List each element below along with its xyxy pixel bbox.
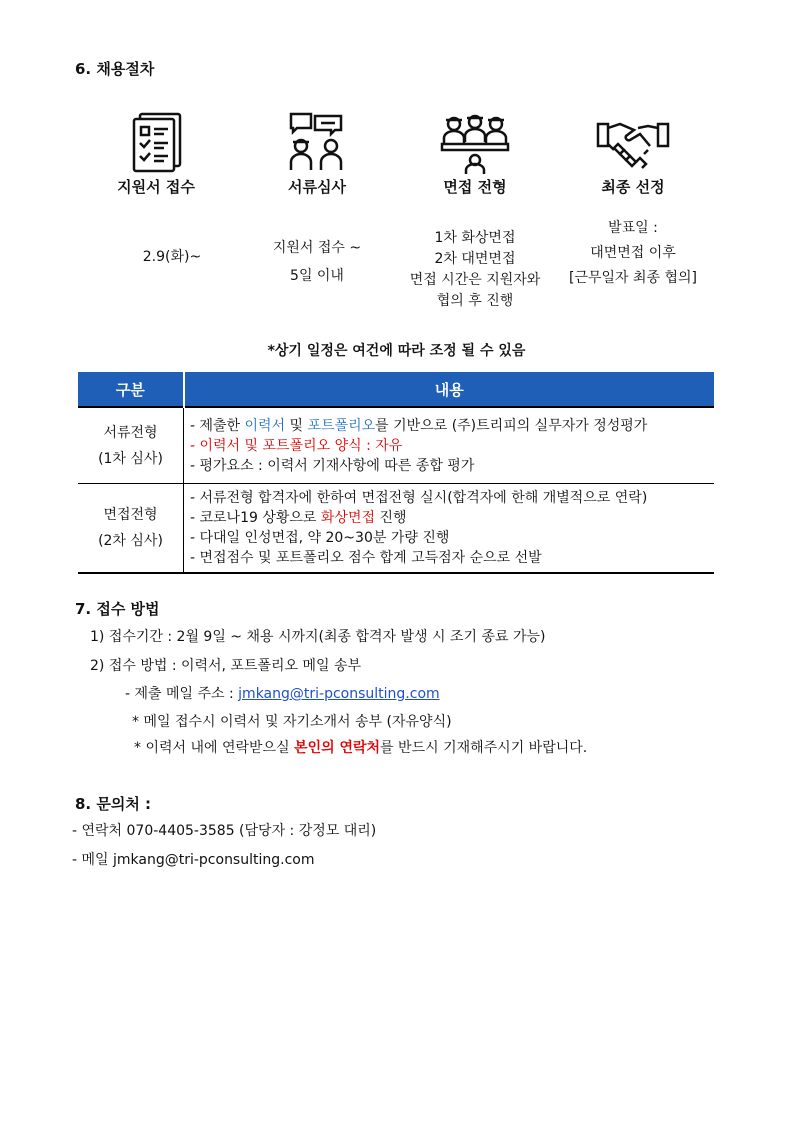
step-desc: 발표일 : 대면면접 이후 [근무일자 최종 협의] — [568, 220, 698, 286]
application-form-icon — [124, 110, 188, 174]
email-link[interactable]: jmkang@tri-pconsulting.com — [238, 686, 440, 702]
table-row — [78, 484, 714, 574]
note-documents: * 메일 접수시 이력서 및 자기소개서 송부 (자유양식) — [132, 714, 452, 730]
submission-email: - 제출 메일 주소 : jmkang@tri-pconsulting.com — [125, 686, 440, 702]
step-document-review — [242, 110, 392, 197]
note-contact: * 이력서 내에 연락받으실 본인의 연락처를 반드시 기재해주시기 바랍니다. — [134, 740, 588, 756]
step-title: 최종 선정 — [601, 178, 665, 196]
interview-panel-icon — [438, 110, 512, 174]
step-application — [81, 110, 231, 197]
application-period: 1) 접수기간 : 2월 9일 ~ 채용 시까지(최종 합격자 발생 시 조기 종료 가능) — [90, 629, 546, 645]
row-content: - 서류전형 합격자에 한하여 면접전형 실시(합격자에 한해 개별적으로 연락) - 코로나19 상황으로 화상면접 진행 - 다대일 인성면접, 약 20~30분 가량 진행 - 면접점수 및 포트폴리오 점수 합계 고득점자 순으로 선발 — [184, 484, 715, 574]
row-key: 서류전형 (1차 심사) — [78, 407, 184, 484]
application-method: 2) 접수 방법 : 이력서, 포트폴리오 메일 송부 — [90, 658, 362, 674]
step-title: 면접 전형 — [443, 178, 507, 196]
step-interview — [400, 110, 550, 197]
section-8-title: 8. 문의처 : — [75, 795, 152, 813]
section-7-title: 7. 접수 방법 — [75, 600, 160, 618]
process-table — [78, 372, 714, 574]
document-review-icon — [285, 110, 349, 174]
table-row — [78, 407, 714, 484]
contact-phone: - 연락처 070-4405-3585 (담당자 : 강정모 대리) — [72, 823, 377, 839]
step-desc: 1차 화상면접 2차 대면면접 면접 시간은 지원자와 협의 후 진행 — [409, 230, 541, 309]
contact-mail: - 메일 jmkang@tri-pconsulting.com — [72, 852, 315, 868]
row-key: 면접전형 (2차 심사) — [78, 484, 184, 574]
step-desc: 2.9(화)~ — [142, 249, 202, 265]
table-header-content: 내용 — [184, 372, 715, 407]
step-desc: 지원서 접수 ~ 5일 이내 — [272, 240, 362, 284]
step-title: 서류심사 — [288, 178, 346, 196]
section-6-title: 6. 채용절차 — [75, 60, 155, 78]
step-final-selection — [558, 110, 708, 197]
row-content: - 제출한 이력서 및 포트폴리오를 기반으로 (주)트리피의 실무자가 정성평가 - 이력서 및 포트폴리오 양식 : 자유 - 평가요소 : 이력서 기재사항에 따른 종합 평가 — [184, 407, 715, 484]
step-title: 지원서 접수 — [117, 178, 195, 196]
handshake-icon — [596, 110, 670, 174]
schedule-notice: *상기 일정은 여건에 따라 조정 될 수 있음 — [267, 343, 526, 359]
table-header-category: 구분 — [78, 372, 184, 407]
